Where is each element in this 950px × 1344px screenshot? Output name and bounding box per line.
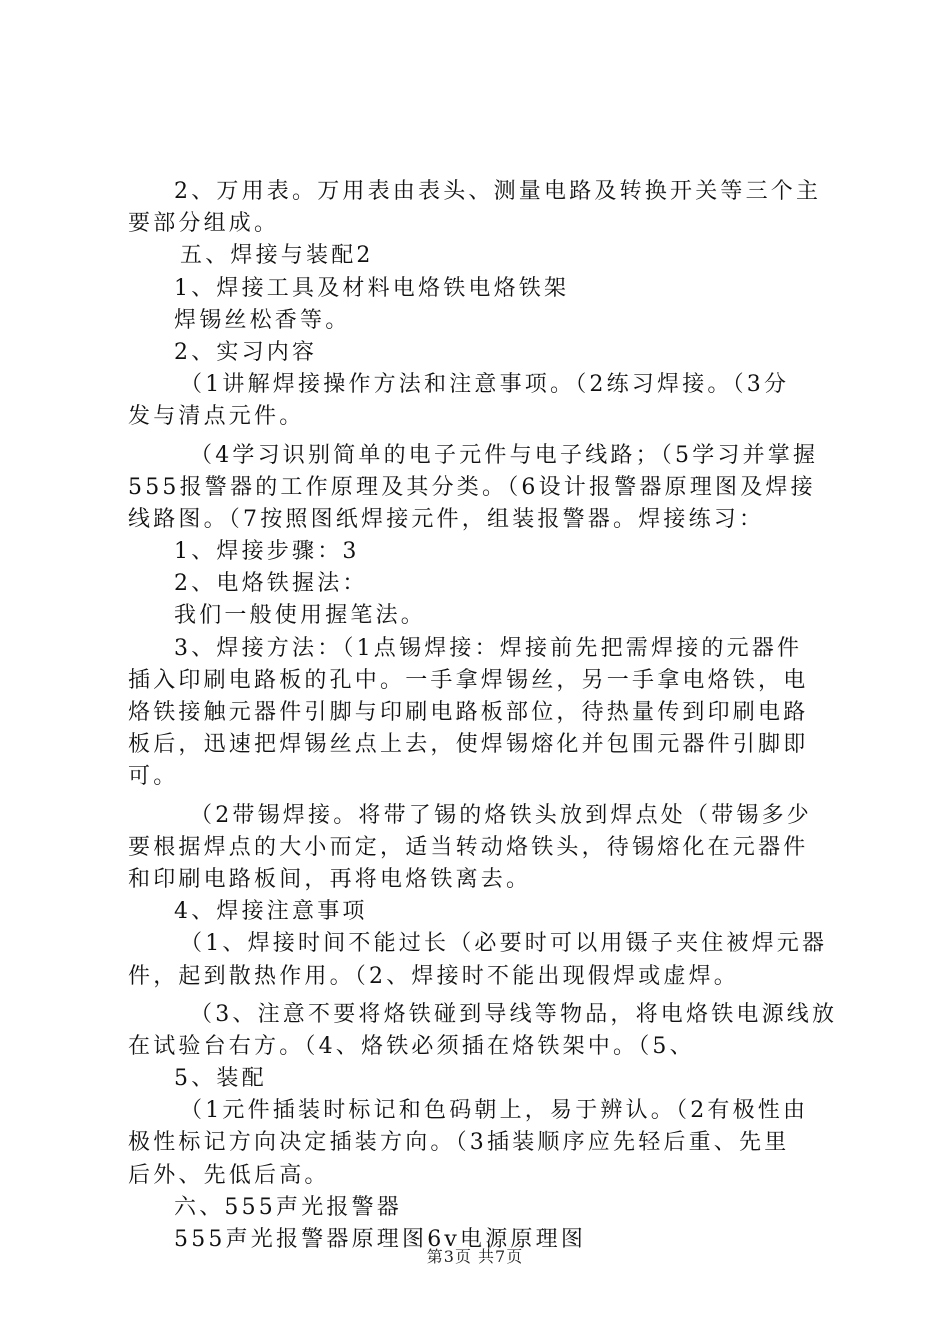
paragraph-line: 1、焊接工具及材料电烙铁电烙铁架	[174, 275, 570, 301]
subsection-heading: 5、装配	[174, 1066, 267, 1092]
paragraph-line: （1元件插装时标记和色码朝上，易于辨认。（2有极性由	[180, 1098, 809, 1124]
paragraph-line: 3、焊接方法：（1点锡焊接：焊接前先把需焊接的元器件	[174, 635, 803, 661]
paragraph-line: 线路图。（7按照图纸焊接元件，组装报警器。焊接练习：	[128, 506, 765, 532]
paragraph-line: 极性标记方向决定插装方向。（3插装顺序应先轻后重、先里	[128, 1130, 790, 1156]
paragraph-line: 和印刷电路板间，再将电烙铁离去。	[128, 866, 532, 892]
paragraph-line: 要部分组成。	[128, 211, 280, 237]
paragraph-line: 2、电烙铁握法：	[174, 571, 368, 597]
body-text	[128, 176, 838, 1256]
paragraph-line: 后外、先低后高。	[128, 1162, 330, 1188]
paragraph-line: 焊锡丝松香等。	[174, 307, 351, 333]
paragraph-line: 烙铁接触元器件引脚与印刷电路板部位，待热量传到印刷电路	[128, 700, 809, 725]
paragraph-line: 555声光报警器原理图6v电源原理图	[174, 1227, 587, 1252]
subsection-heading: 4、焊接注意事项	[174, 899, 368, 925]
paragraph-line: 可。	[128, 764, 179, 790]
subsection-heading: 2、实习内容	[174, 339, 318, 365]
paragraph-line: 插入印刷电路板的孔中。一手拿焊锡丝，另一手拿电烙铁，电	[128, 667, 809, 693]
paragraph-line: 2、万用表。万用表由表头、测量电路及转换开关等三个主	[174, 179, 822, 204]
paragraph-line: 在试验台右方。（4、烙铁必须插在烙铁架中。（5、	[128, 1033, 695, 1059]
paragraph-line: （3、注意不要将烙铁碰到导线等物品，将电烙铁电源线放	[190, 1001, 838, 1027]
paragraph-line: （4学习识别简单的电子元件与电子线路；（5学习并掌握	[190, 442, 819, 468]
paragraph-line: （2带锡焊接。将带了锡的烙铁头放到焊点处（带锡多少	[190, 802, 812, 828]
paragraph-line: 件，起到散热作用。（2、焊接时不能出现假焊或虚焊。	[128, 963, 739, 989]
section-heading: 六、555声光报警器	[174, 1194, 402, 1220]
paragraph-line: 1、焊接步骤：3	[174, 539, 360, 565]
paragraph-line: 发与清点元件。	[128, 404, 305, 430]
paragraph-line: （1、焊接时间不能过长（必要时可以用镊子夹住被焊元器	[180, 931, 828, 957]
paragraph-line: 要根据焊点的大小而定，适当转动烙铁头，待锡熔化在元器件	[128, 834, 809, 860]
page-number-footer: 第3页 共7页	[426, 1247, 524, 1266]
paragraph-line: （1讲解焊接操作方法和注意事项。（2练习焊接。（3分	[180, 372, 790, 398]
section-heading: 五、焊接与装配2	[180, 243, 374, 269]
paragraph-line: 555报警器的工作原理及其分类。（6设计报警器原理图及焊接	[128, 474, 816, 500]
paragraph-line: 我们一般使用握笔法。	[174, 603, 427, 629]
paragraph-line: 板后，迅速把焊锡丝点上去，使焊锡熔化并包围元器件引脚即	[128, 732, 809, 758]
